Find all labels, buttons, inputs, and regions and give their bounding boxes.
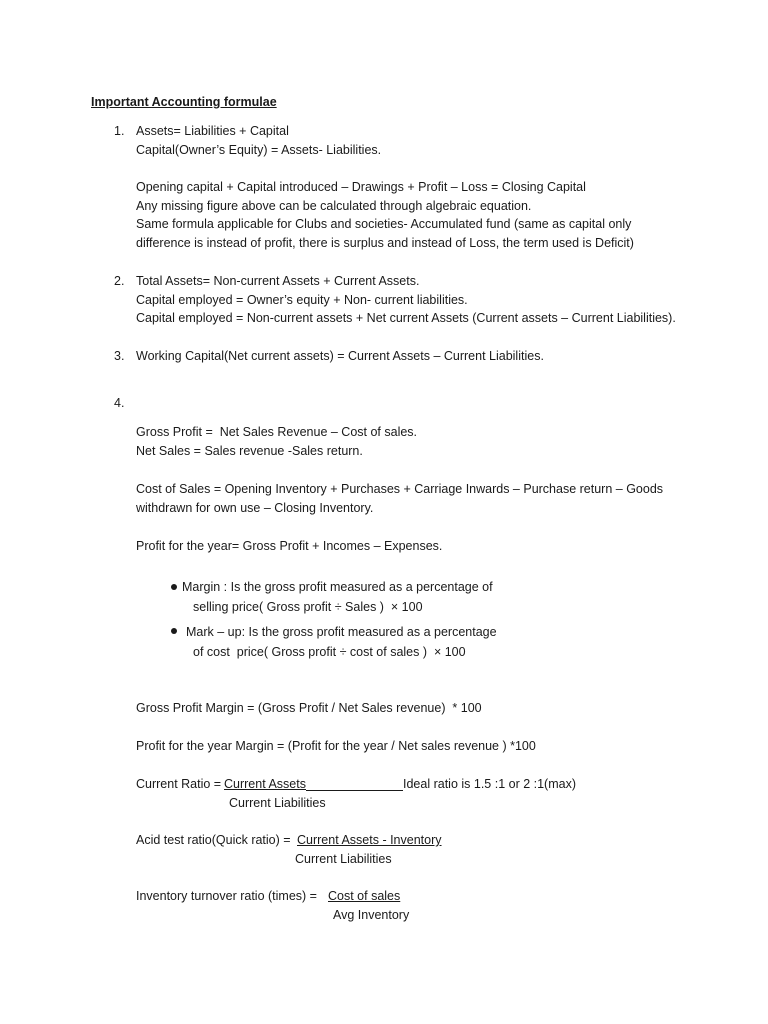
item-4-line: withdrawn for own use – Closing Inventory.: [136, 501, 374, 515]
item-1-line: Opening capital + Capital introduced – Drawings + Profit – Loss = Closing Capital: [136, 180, 586, 194]
acid-test-label: Acid test ratio(Quick ratio) =: [136, 833, 295, 847]
item-1-line: Assets= Liabilities + Capital: [136, 124, 289, 138]
bullet-icon: [171, 628, 177, 634]
inventory-turnover-denominator: Avg Inventory: [333, 908, 410, 922]
current-ratio-note: Ideal ratio is 1.5 :1 or 2 :1(max): [403, 777, 576, 791]
margin-bullet-line: selling price( Gross profit ÷ Sales ) × 100: [193, 600, 423, 614]
bullet-icon: [171, 584, 177, 590]
acid-test-numerator: Current Assets - Inventory: [297, 833, 442, 847]
margin-bullet-line: Margin : Is the gross profit measured as a percentage of: [182, 580, 493, 594]
current-ratio-label: Current Ratio =: [136, 777, 225, 791]
item-1-number: 1.: [114, 124, 125, 138]
item-1-line: Same formula applicable for Clubs and societies- Accumulated fund (same as capital only: [136, 217, 632, 231]
gross-profit-margin-formula: Gross Profit Margin = (Gross Profit / Net Sales revenue) * 100: [136, 701, 482, 715]
item-3-number: 3.: [114, 349, 125, 363]
current-ratio-numerator: Current Assets: [224, 777, 306, 791]
item-2-number: 2.: [114, 274, 125, 288]
markup-bullet-line: Mark – up: Is the gross profit measured as a percentage: [186, 625, 497, 639]
document-title: Important Accounting formulae: [91, 95, 277, 109]
item-4-line: Gross Profit = Net Sales Revenue – Cost of sales.: [136, 425, 418, 439]
item-4-line: Cost of Sales = Opening Inventory + Purchases + Carriage Inwards – Purchase return – Goods: [136, 482, 664, 496]
fraction-underline: [306, 790, 403, 791]
markup-bullet-line: of cost price( Gross profit ÷ cost of sales ) × 100: [193, 645, 466, 659]
item-4-number: 4.: [114, 396, 125, 410]
profit-year-margin-formula: Profit for the year Margin = (Profit for the year / Net sales revenue ) *100: [136, 739, 536, 753]
item-2-line: Capital employed = Non-current assets + Net current Assets (Current assets – Current Liabilities).: [136, 311, 676, 325]
current-ratio-denominator: Current Liabilities: [229, 796, 326, 810]
item-1-line: Capital(Owner’s Equity) = Assets- Liabilities.: [136, 143, 382, 157]
item-4-line: Net Sales = Sales revenue -Sales return.: [136, 444, 363, 458]
item-1-line: Any missing figure above can be calculated through algebraic equation.: [136, 199, 532, 213]
item-4-line: Profit for the year= Gross Profit + Incomes – Expenses.: [136, 539, 443, 553]
inventory-turnover-label: Inventory turnover ratio (times) =: [136, 889, 321, 903]
item-2-line: Total Assets= Non-current Assets + Current Assets.: [136, 274, 420, 288]
acid-test-denominator: Current Liabilities: [295, 852, 392, 866]
inventory-turnover-numerator: Cost of sales: [328, 889, 401, 903]
item-1-line: difference is instead of profit, there is surplus and instead of Loss, the term used is Deficit): [136, 236, 634, 250]
item-2-line: Capital employed = Owner’s equity + Non- current liabilities.: [136, 293, 468, 307]
item-3-line: Working Capital(Net current assets) = Current Assets – Current Liabilities.: [136, 349, 544, 363]
